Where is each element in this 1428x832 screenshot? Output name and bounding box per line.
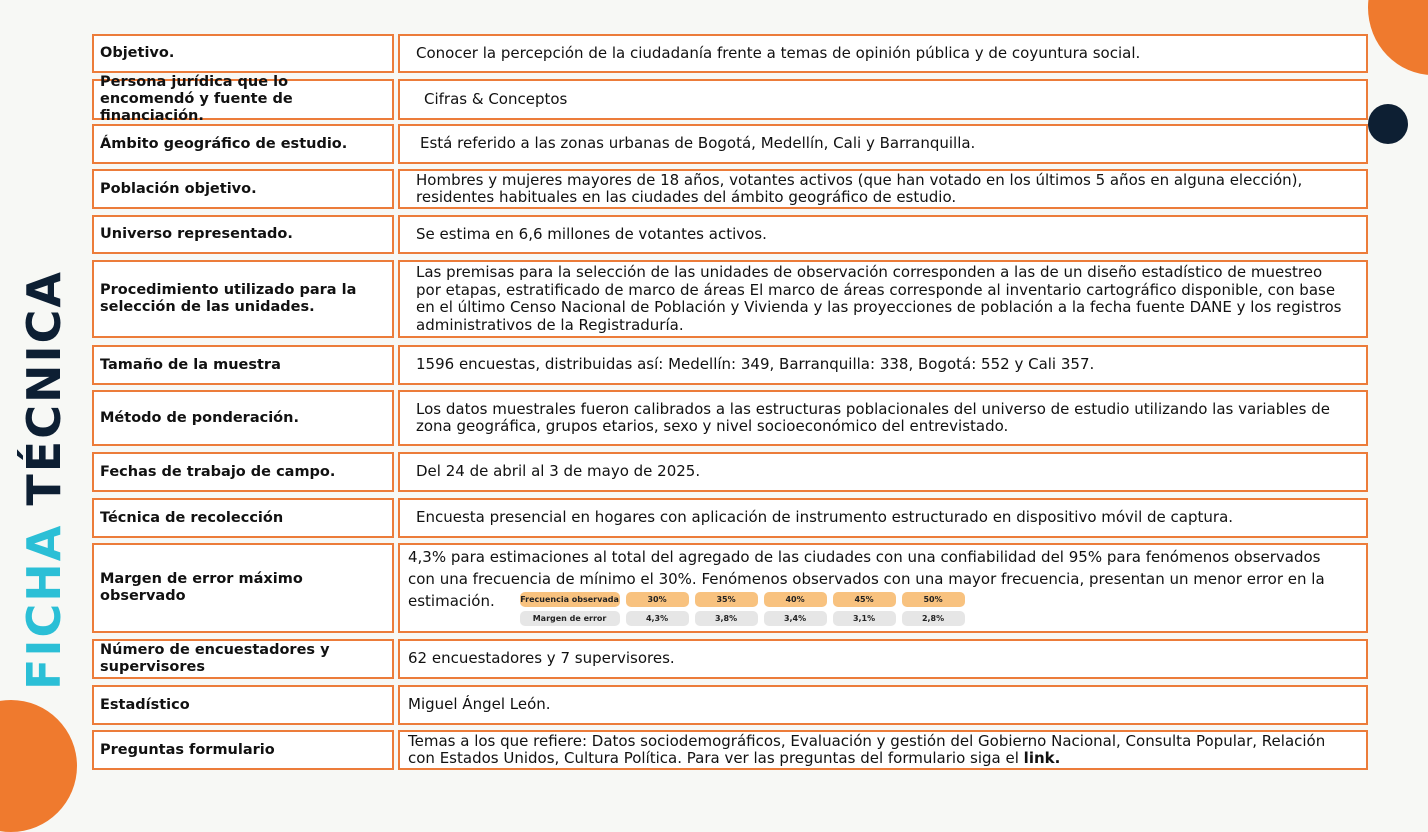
row-margen-error [92, 543, 1368, 633]
decor-circle-bottom-left [0, 700, 77, 832]
row-label: Técnica de recolección [92, 498, 394, 538]
decor-circle-top-right [1368, 0, 1428, 75]
frequency-row [520, 592, 965, 607]
row-label: Procedimiento utilizado para la selección de las unidades. [92, 260, 394, 338]
row-label: Universo representado. [92, 215, 394, 254]
row-procedimiento [92, 260, 1368, 338]
form-link[interactable]: link. [1023, 749, 1061, 767]
frequency-value: 40% [764, 592, 827, 607]
row-tamano-muestra [92, 345, 1368, 385]
row-label: Número de encuestadores y supervisores [92, 639, 394, 679]
row-value: Cifras & Conceptos [398, 79, 1368, 120]
row-label: Ámbito geográfico de estudio. [92, 124, 394, 164]
row-ponderacion [92, 390, 1368, 446]
decor-dot [1368, 104, 1408, 144]
title-word-ficha: FICHA [17, 523, 71, 690]
frequency-value: 35% [695, 592, 758, 607]
title-word-tecnica: TÉCNICA [17, 270, 71, 506]
row-universo [92, 215, 1368, 254]
row-estadistico [92, 685, 1368, 725]
page-title [14, 270, 74, 690]
row-label: Población objetivo. [92, 169, 394, 209]
row-label: Margen de error máximo observado [92, 543, 394, 633]
row-label: Tamaño de la muestra [92, 345, 394, 385]
row-fechas [92, 452, 1368, 492]
row-value: Los datos muestrales fueron calibrados a las estructuras poblacionales del universo de estudio utilizando las variables de zona geográfica, grupos etarios, sexo y nivel socioeconómico del entrevistado. [398, 390, 1368, 446]
row-value: Se estima en 6,6 millones de votantes activos. [398, 215, 1368, 254]
row-value: Está referido a las zonas urbanas de Bogotá, Medellín, Cali y Barranquilla. [398, 124, 1368, 164]
frequency-value: 30% [626, 592, 689, 607]
error-value: 4,3% [626, 611, 689, 626]
row-value: Del 24 de abril al 3 de mayo de 2025. [398, 452, 1368, 492]
frequency-value: 50% [902, 592, 965, 607]
row-value [398, 543, 1368, 633]
row-tecnica [92, 498, 1368, 538]
margin-text: 4,3% para estimaciones al total del agregado de las ciudades con una confiabilidad del 95% para fenómenos observados con una frecuencia de mínimo el 30%. Fenómenos observados con una mayor frecuencia, presentan un menor error en la estimación. [408, 548, 1325, 610]
error-value: 3,8% [695, 611, 758, 626]
row-value [398, 730, 1368, 770]
row-ambito [92, 124, 1368, 164]
row-value: Encuesta presencial en hogares con aplicación de instrumento estructurado en dispositivo móvil de captura. [398, 498, 1368, 538]
frequency-value: 45% [833, 592, 896, 607]
row-poblacion [92, 169, 1368, 209]
row-persona-juridica [92, 74, 1368, 124]
row-label: Objetivo. [92, 34, 394, 73]
row-value: 62 encuestadores y 7 supervisores. [398, 639, 1368, 679]
row-value: 1596 encuestas, distribuidas así: Medellín: 349, Barranquilla: 338, Bogotá: 552 y Cali 357. [398, 345, 1368, 385]
row-value: Miguel Ángel León. [398, 685, 1368, 725]
error-value: 3,1% [833, 611, 896, 626]
row-objetivo [92, 34, 1368, 73]
error-table [520, 592, 965, 630]
questions-text: Temas a los que refiere: Datos sociodemográficos, Evaluación y gestión del Gobierno Nacional, Consulta Popular, Relación con Estados Unidos, Cultura Política. Para ver las preguntas del formulario siga el [408, 731, 1326, 767]
error-value: 2,8% [902, 611, 965, 626]
error-header: Margen de error [520, 611, 620, 626]
row-label: Preguntas formulario [92, 730, 394, 770]
frequency-header: Frecuencia observada [520, 592, 620, 607]
row-label: Método de ponderación. [92, 390, 394, 446]
row-encuestadores [92, 639, 1368, 679]
error-row [520, 611, 965, 626]
error-value: 3,4% [764, 611, 827, 626]
row-preguntas [92, 730, 1368, 770]
row-value: Las premisas para la selección de las unidades de observación corresponden a las de un diseño estadístico de muestreo por etapas, estratificado de marco de áreas El marco de áreas corresponde al inventario cartográfico disponible, con base en el último Censo Nacional de Población y Vivienda y las proyecciones de población a la fecha fuente DANE y los registros administrativos de la Registraduría. [398, 260, 1368, 338]
row-label: Persona jurídica que lo encomendó y fuente de financiación. [92, 79, 394, 120]
row-label: Estadístico [92, 685, 394, 725]
row-value: Hombres y mujeres mayores de 18 años, votantes activos (que han votado en los últimos 5 años en alguna elección), residentes habituales en las ciudades del ámbito geográfico de estudio. [398, 169, 1368, 209]
row-value: Conocer la percepción de la ciudadanía frente a temas de opinión pública y de coyuntura social. [398, 34, 1368, 73]
row-label: Fechas de trabajo de campo. [92, 452, 394, 492]
